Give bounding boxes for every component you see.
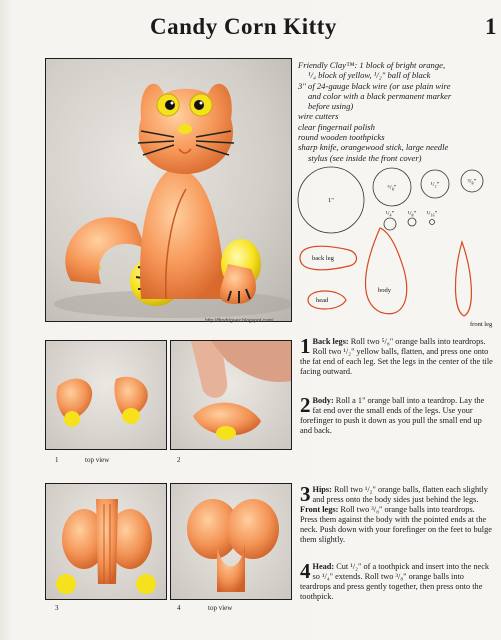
watermark-url: http://lfrodriguez.blogspot.com/: [205, 318, 274, 324]
photo-number-1: 1: [55, 456, 59, 464]
supply-line: Friendly Clay™: 1 block of bright orange,: [298, 60, 446, 70]
step-heading: Back legs:: [312, 337, 351, 346]
photo-number-4: 4: [177, 604, 181, 612]
size-pattern: [294, 160, 499, 330]
supply-line: ¹/₄ block of yellow, ¹/₂" ball of black: [308, 70, 431, 81]
step-text: Roll two ¹/₂" orange balls, flatten each slightly and press onto the body sides just behind the legs.: [312, 485, 488, 504]
back-leg-label: back leg: [312, 255, 334, 262]
page-number: 1: [485, 14, 497, 39]
step-photo-4: [170, 483, 292, 600]
step-photo-3: [45, 483, 167, 600]
supply-line: round wooden toothpicks: [298, 132, 385, 143]
photo-caption-4: top view: [208, 604, 233, 612]
step-2: [300, 393, 493, 436]
circle-label: ⁶/₈": [387, 184, 397, 191]
circle-label: ¹/₂": [430, 181, 440, 188]
supply-line: clear fingernail polish: [298, 121, 375, 132]
page-title: Candy Corn Kitty: [150, 14, 337, 39]
circle-1-4in: [384, 218, 396, 230]
supply-line: wire cutters: [298, 111, 339, 122]
step-photo-2: [170, 340, 292, 450]
candy-corn-kitty-image: [46, 59, 291, 321]
supply-line: 3" of 24-gauge black wire (or use plain wire: [298, 80, 451, 91]
step-number: 1: [300, 334, 311, 358]
step-heading: Body:: [312, 396, 336, 405]
circle-1-8in: [408, 218, 416, 226]
supplies-list: [298, 60, 494, 163]
circle-label: ³/₈": [467, 178, 477, 185]
body-outline: [366, 228, 407, 314]
step-text: Roll two ⁵/₈" orange balls into teardrops. Roll two ¹/₂" yellow balls, flatten, and press one onto the fat end of each leg. Set the legs in the center of the tile facing outward.: [300, 337, 493, 376]
front-leg-outline: [456, 242, 472, 316]
step-number: 4: [300, 559, 311, 583]
front-leg-label: front leg: [470, 321, 493, 328]
step-4: [300, 559, 493, 602]
back-legs-image: [46, 341, 166, 449]
step-heading: Head:: [312, 562, 337, 571]
circle-label: ¹/₈": [407, 210, 417, 217]
step-photo-1: [45, 340, 167, 450]
step-text: Roll a 1" orange ball into a teardrop. Lay the fat end over the small ends of the legs. Use your forefinger to push it down as you pull the small end up and back.: [300, 396, 485, 435]
supply-line: stylus (see inside the front cover): [308, 152, 422, 163]
body-push-image: [171, 341, 291, 449]
photo-caption-1: top view: [85, 456, 110, 464]
supply-line: before using): [308, 101, 354, 112]
step-1: [300, 334, 493, 377]
circle-label: 1": [328, 197, 334, 204]
photo-number-3: 3: [55, 604, 59, 612]
top-view-image: [171, 484, 291, 599]
circle-label: ¹/₁₆": [426, 210, 438, 217]
step-heading: Hips:: [312, 485, 334, 494]
circle-1-16in: [430, 220, 435, 225]
body-label: body: [378, 287, 391, 294]
step-3: [300, 482, 493, 545]
head-label: head: [316, 297, 329, 304]
supply-line: and color with a black permanent marker: [308, 90, 452, 101]
main-photo: [45, 58, 292, 322]
step-number: 3: [300, 482, 311, 506]
step-number: 2: [300, 393, 311, 417]
step-heading: Front legs:: [300, 505, 341, 514]
step-text: Roll two ³/₈" orange balls into teardrops. Press them against the body with the pointed ends at the neck. Push down with your forefinger on the feet to bulge them slightly.: [300, 505, 492, 544]
supply-line: sharp knife, orangewood stick, large needle: [298, 142, 449, 153]
step-text: Cut ¹/₂" of a toothpick and insert into the neck so ¹/₄" extends. Roll two ³/₈" orange balls into teardrops and press gently together, then press onto the toothpick.: [300, 562, 490, 601]
hips-front-legs-image: [46, 484, 166, 599]
circle-label: ¹/₄": [385, 210, 395, 217]
photo-number-2: 2: [177, 456, 181, 464]
